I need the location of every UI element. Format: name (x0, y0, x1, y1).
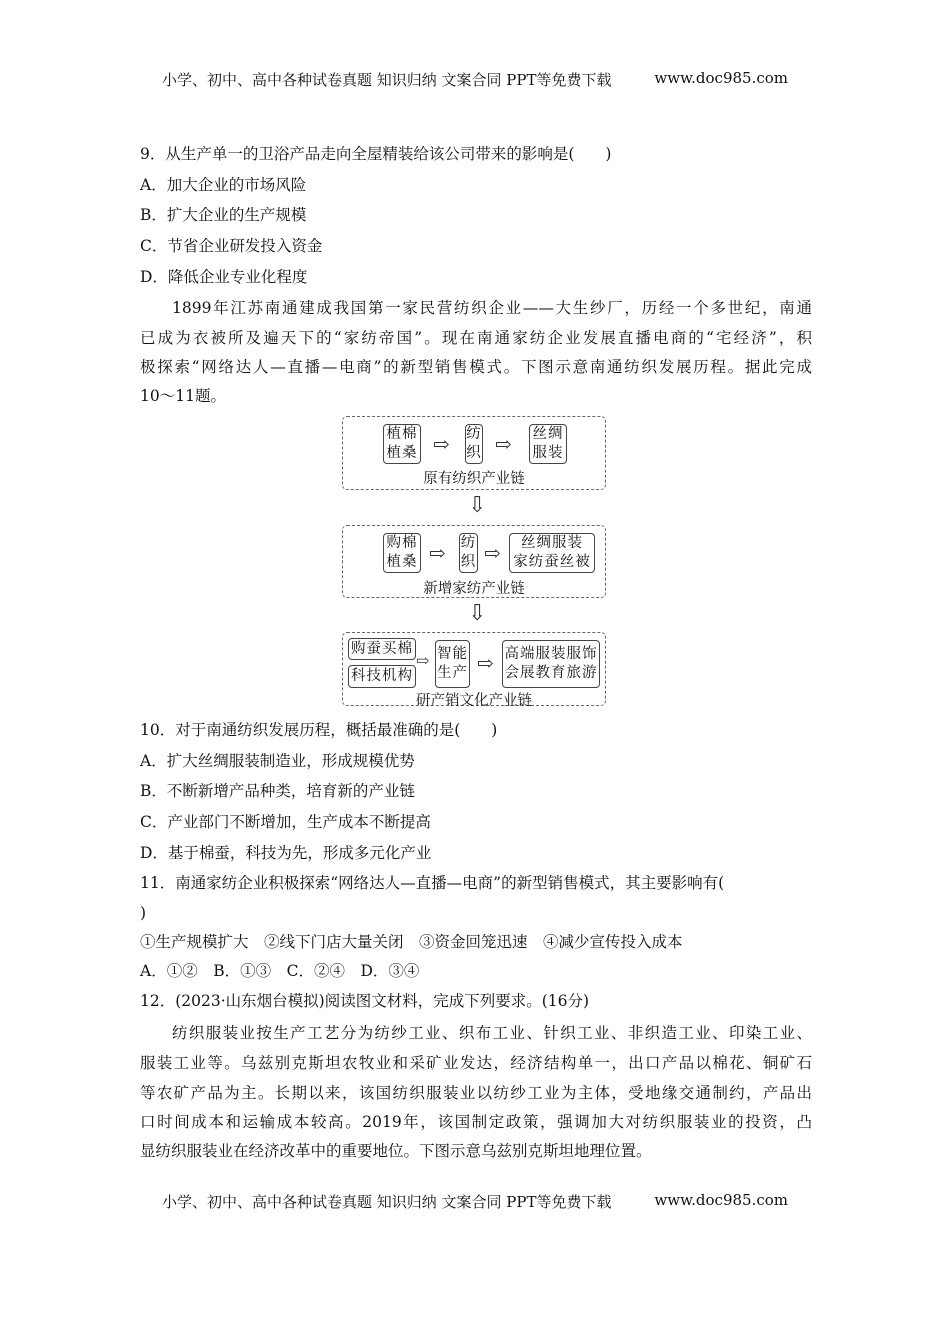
q10-option-c: C．产业部门不断增加，生产成本不断提高 (140, 813, 431, 831)
q9-option-c: C．节省企业研发投入资金 (140, 237, 323, 255)
footer-text: 小学、初中、高中各种试卷真题 知识归纳 文案合同 PPT等免费下载 (162, 1193, 612, 1211)
arrow-right-icon: ⇨ (416, 651, 430, 670)
stage-label: 新增家纺产业链 (423, 581, 525, 597)
passage1-line: 1899年江苏南通建成我国第一家民营纺织企业——大生纱厂，历经一个多世纪，南通 (172, 299, 812, 317)
q12-passage-line: 等农矿产品为主。长期以来，该国纺织服装业以纺纱工业为主体，受地缘交通制约，产品出 (140, 1084, 812, 1102)
q11-options: A．①② B．①③ C．②④ D．③④ (140, 962, 420, 980)
box-smart-production: 智能 生产 (435, 640, 470, 688)
q12-passage-line: 纺织服装业按生产工艺分为纺纱工业、织布工业、针织工业、非织造工业、印染工业、 (172, 1024, 812, 1042)
passage1-line: 已成为衣被所及遍天下的“家纺帝国”。现在南通家纺企业发展直播电商的“宅经济”，积 (140, 329, 812, 347)
stage-label: 原有纺织产业链 (423, 471, 525, 487)
stage-original-chain (342, 416, 606, 490)
arrow-down-icon: ⇩ (468, 601, 487, 626)
header-url: www.doc985.com (654, 69, 788, 87)
passage1-line: 10～11题。 (140, 387, 226, 405)
page-footer (162, 1191, 802, 1212)
q12-passage-line: 服装工业等。乌兹别克斯坦农牧业和采矿业发达，经济结构单一，出口产品以棉花、铜矿石 (140, 1054, 812, 1072)
q11-stem-end: ) (140, 904, 147, 922)
stage-home-textile-chain (342, 525, 606, 598)
box-textile: 纺 织 (459, 533, 478, 573)
box-buy-silkworm-cotton: 购蚕买棉 (348, 638, 416, 660)
footer-url: www.doc985.com (654, 1191, 788, 1209)
box-tech-institutions: 科技机构 (348, 665, 416, 688)
q10-option-d: D．基于棉蚕，科技为先，形成多元化产业 (140, 844, 432, 862)
q12-passage-line: 口时间成本和运输成本较高。2019年，该国制定政策，强调加大对纺织服装业的投资，凸 (140, 1113, 812, 1131)
q11-items: ①生产规模扩大 ②线下门店大量关闭 ③资金回笼迅速 ④减少宣传投入成本 (140, 933, 683, 951)
arrow-right-icon: ⇨ (477, 651, 494, 675)
arrow-right-icon: ⇨ (429, 541, 446, 565)
page-header (162, 69, 802, 90)
q10-option-a: A．扩大丝绸服装制造业，形成规模优势 (140, 752, 415, 770)
q10-stem: 10．对于南通纺织发展历程，概括最准确的是( ) (140, 721, 498, 739)
q9-option-a: A．加大企业的市场风险 (140, 176, 307, 194)
box-silk-clothing: 丝绸 服装 (529, 424, 567, 464)
arrow-right-icon: ⇨ (484, 541, 501, 565)
box-buy-cotton-plant-mulberry: 购棉 植桑 (383, 533, 421, 573)
stage-rd-culture-chain (342, 632, 606, 709)
q10-option-b: B．不断新增产品种类，培育新的产业链 (140, 782, 415, 800)
arrow-right-icon: ⇨ (433, 432, 450, 456)
box-textile: 纺 织 (465, 424, 483, 464)
passage1-line: 极探索“网络达人—直播—电商”的新型销售模式。下图示意南通纺织发展历程。据此完成 (140, 358, 812, 376)
stage-label: 研产销文化产业链 (416, 693, 532, 709)
q9-option-b: B．扩大企业的生产规模 (140, 206, 307, 224)
box-silk-home-textile: 丝绸服装 家纺蚕丝被 (509, 533, 595, 573)
q11-stem: 11．南通家纺企业积极探索“网络达人—直播—电商”的新型销售模式，其主要影响有( (140, 874, 725, 892)
q9-option-d: D．降低企业专业化程度 (140, 268, 308, 286)
header-text: 小学、初中、高中各种试卷真题 知识归纳 文案合同 PPT等免费下载 (162, 71, 612, 89)
q12-passage-line: 显纺织服装业在经济改革中的重要地位。下图示意乌兹别克斯坦地理位置。 (140, 1142, 652, 1160)
q9-stem: 9．从生产单一的卫浴产品走向全屋精装给该公司带来的影响是( ) (140, 145, 612, 163)
arrow-down-icon: ⇩ (468, 493, 487, 518)
arrow-right-icon: ⇨ (495, 432, 512, 456)
q12-stem: 12．(2023·山东烟台模拟)阅读图文材料，完成下列要求。(16分) (140, 992, 590, 1010)
box-plant-cotton-mulberry: 植棉 植桑 (383, 424, 421, 464)
box-high-end-tourism: 高端服装服饰 会展教育旅游 (502, 640, 600, 688)
